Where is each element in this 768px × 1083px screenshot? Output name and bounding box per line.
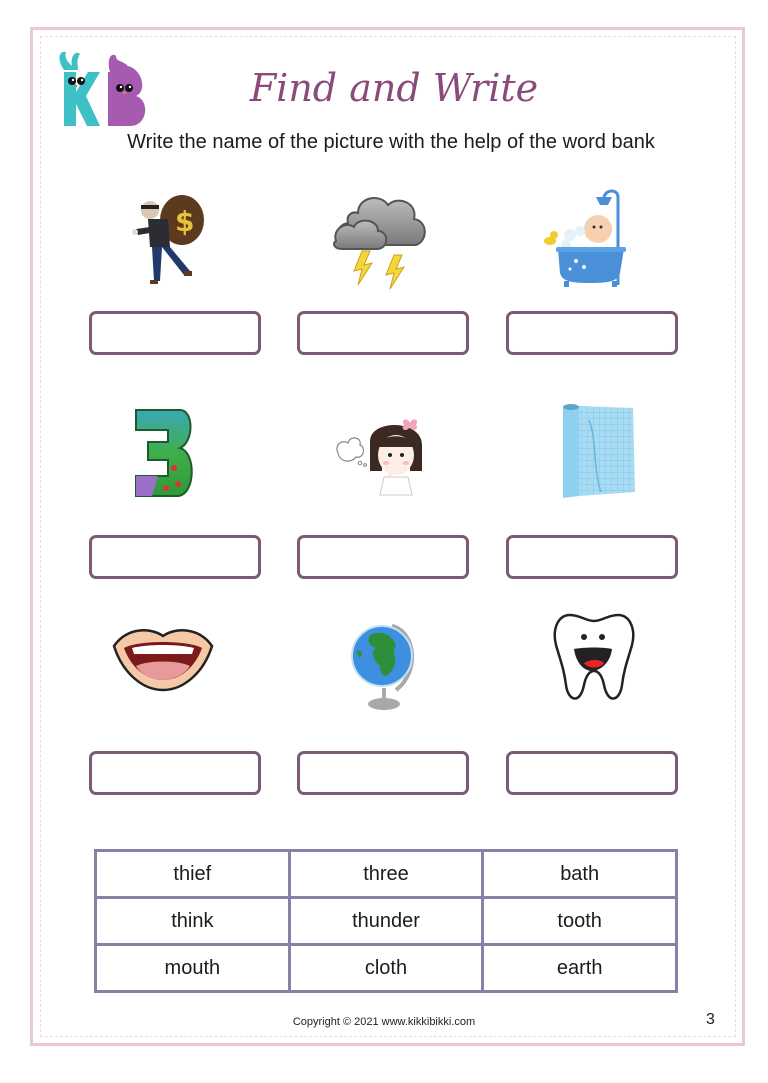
word-bank-cell: think [96,898,290,945]
page-number: 3 [706,1011,715,1028]
word-bank-row [96,898,677,945]
word-bank-row [96,945,677,992]
worksheet-instructions: Write the name of the picture with the help of the word bank [127,131,655,153]
word-bank-cell: thief [96,851,290,898]
answer-box-9[interactable] [506,751,678,795]
word-bank-row [96,851,677,898]
word-bank-table [94,849,678,993]
word-bank-cell: three [289,851,483,898]
tooth-icon [540,605,650,715]
answer-box-3[interactable] [506,311,678,355]
word-bank-cell: tooth [483,898,677,945]
thief-icon [120,185,230,295]
answer-box-2[interactable] [297,311,469,355]
globe-earth-icon [330,612,440,722]
svg-text:$: $ [175,205,195,238]
word-bank-cell: mouth [96,945,290,992]
mouth-icon [108,610,218,710]
cloth-roll-icon [545,400,655,510]
thinking-girl-icon [330,405,440,515]
word-bank-cell: thunder [289,898,483,945]
answer-box-7[interactable] [89,751,261,795]
number-three-icon [108,400,218,510]
answer-box-5[interactable] [297,535,469,579]
word-bank-cell: cloth [289,945,483,992]
bath-icon [530,185,640,295]
answer-box-8[interactable] [297,751,469,795]
thunder-cloud-icon [328,185,438,295]
worksheet-title: Find and Write [249,66,539,110]
answer-box-6[interactable] [506,535,678,579]
answer-box-4[interactable] [89,535,261,579]
copyright-notice: Copyright © 2021 www.kikkibikki.com [292,1016,476,1028]
answer-box-1[interactable] [89,311,261,355]
word-bank-cell: earth [483,945,677,992]
word-bank-cell: bath [483,851,677,898]
